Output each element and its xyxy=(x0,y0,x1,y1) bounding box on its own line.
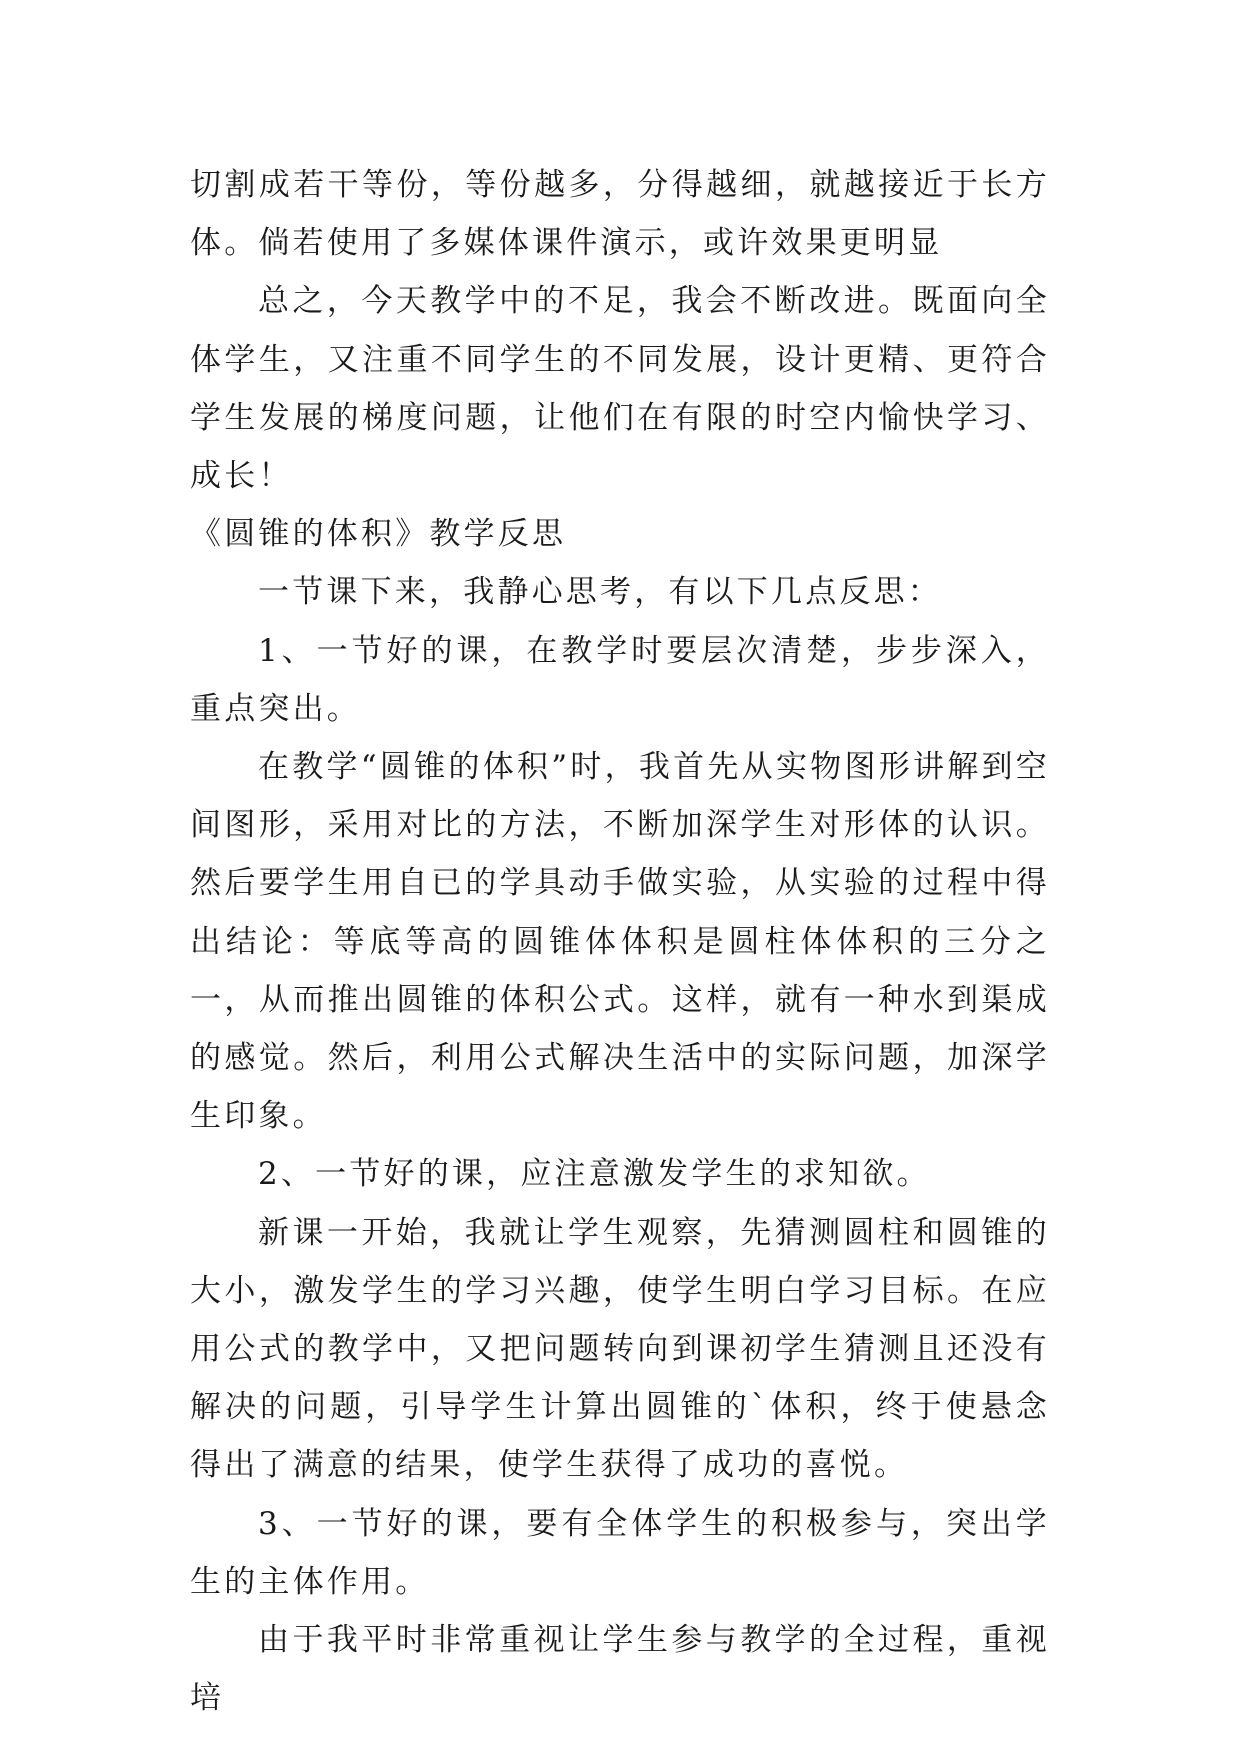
paragraph-summary: 总之，今天教学中的不足，我会不断改进。既面向全体学生，又注重不同学生的不同发展，设计更精、更符合学生发展的梯度问题，让他们在有限的时空内愉快学习、成长！ xyxy=(190,283,1050,495)
paragraph-point-1-detail: 在教学“圆锥的体积”时，我首先从实物图形讲解到空间图形，采用对比的方法，不断加深学生对形体的认识。然后要学生用自已的学具动手做实验，从实验的过程中得出结论：等底等高的圆锥体体积是圆柱体体积的三分之一，从而推出圆锥的体积公式。这样，就有一种水到渠成的感觉。然后，利用公式解决生活中的实际问题，加深学生印象。 xyxy=(190,749,1050,1135)
section-title: 《圆锥的体积》教学反思 xyxy=(190,516,567,553)
paragraph-point-3: 3、一节好的课，要有全体学生的积极参与，突出学生的主体作用。 xyxy=(190,1505,1050,1600)
paragraph-intro: 一节课下来，我静心思考，有以下几点反思： xyxy=(258,574,942,611)
document-body xyxy=(190,156,1050,1727)
paragraph-point-1: 1、一节好的课，在教学时要层次清楚，步步深入，重点突出。 xyxy=(190,632,1050,727)
paragraph-point-2: 2、一节好的课，应注意激发学生的求知欲。 xyxy=(258,1156,931,1193)
paragraph-continuation: 切割成若干等份，等份越多，分得越细，就越接近于长方体。倘若使用了多媒体课件演示，或许效果更明显 xyxy=(190,167,1050,262)
paragraph-point-2-detail: 新课一开始，我就让学生观察，先猜测圆柱和圆锥的大小，激发学生的学习兴趣，使学生明白学习目标。在应用公式的教学中，又把问题转向到课初学生猜测且还没有解决的问题，引导学生计算出圆锥的`体积，终于使悬念得出了满意的结果，使学生获得了成功的喜悦。 xyxy=(190,1214,1050,1484)
paragraph-point-3-detail: 由于我平时非常重视让学生参与教学的全过程，重视培 xyxy=(190,1622,1050,1717)
